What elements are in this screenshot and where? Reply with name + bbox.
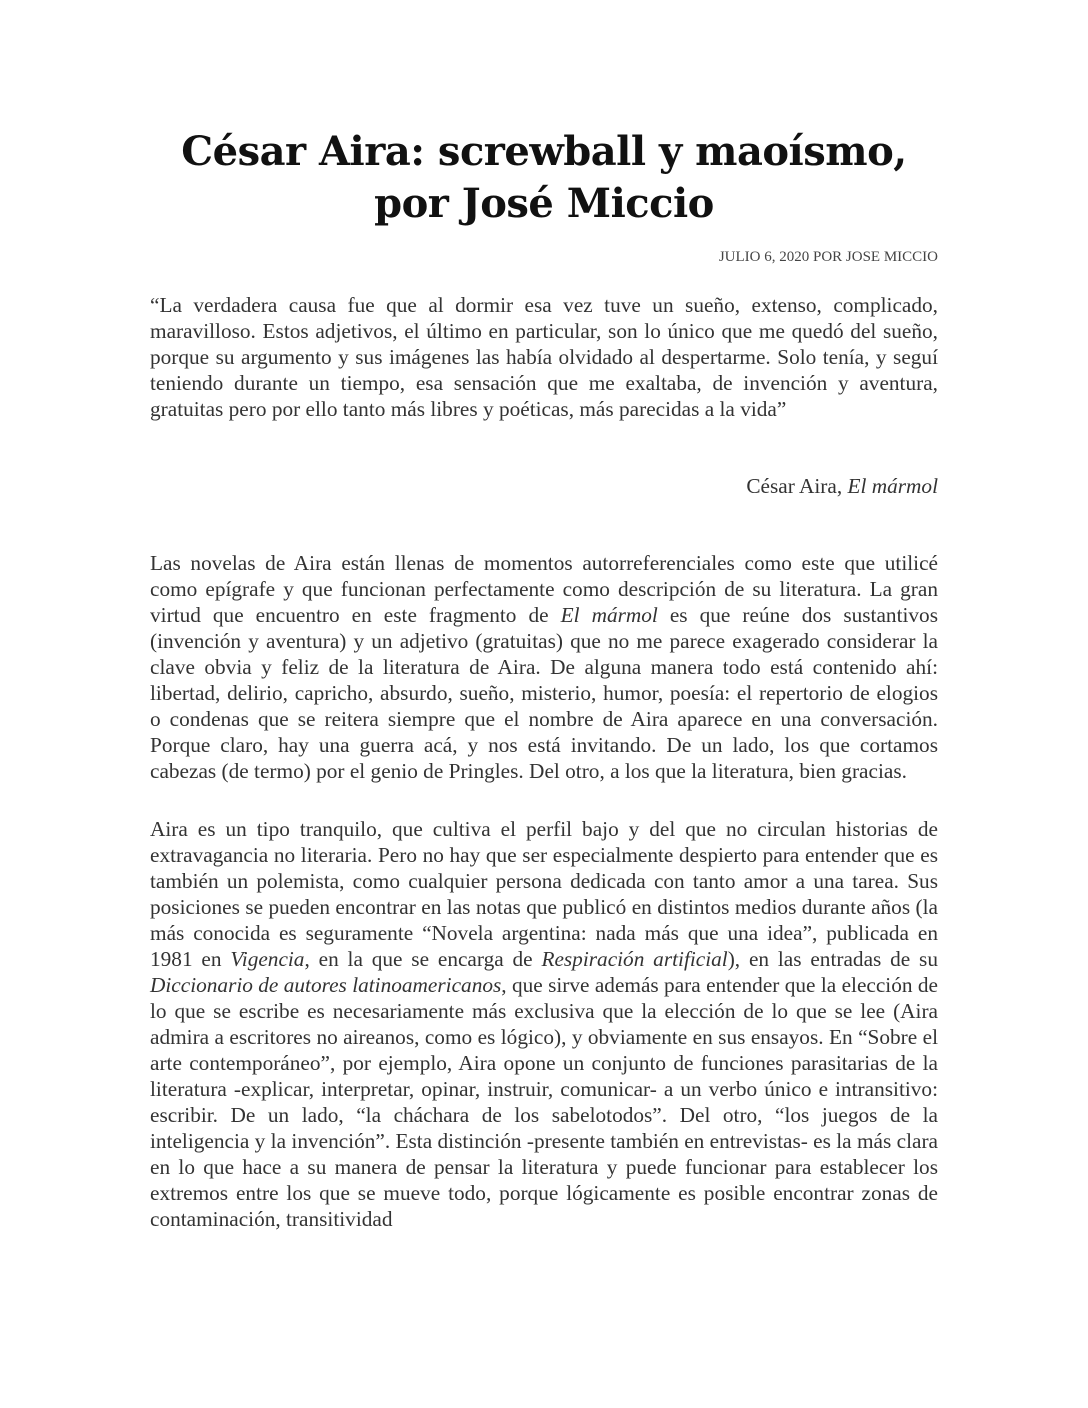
p2-italic-3: Diccionario de autores latinoamericanos — [150, 973, 502, 997]
p2-italic-1: Vigencia — [230, 947, 305, 971]
p1-text-1: Las novelas de Aira están llenas de momentos autorreferenciales como este que utilicé como epígrafe y que funcionan perfectamente como descripción de su literatura. La gran virtud que encuentro en este fragmento de — [150, 551, 938, 627]
p2-italic-2: Respiración artificial — [541, 947, 728, 971]
epigraph-attribution — [150, 473, 938, 499]
body-paragraph-1 — [150, 550, 938, 784]
article-byline: JULIO 6, 2020 POR JOSE MICCIO — [718, 249, 938, 265]
title-line-1: César Aira: screwball y maoísmo, — [181, 128, 907, 175]
p2-text-3: ), en las entradas de su — [727, 947, 938, 971]
article-title — [150, 126, 938, 230]
epigraph-quote: “La verdadera causa fue que al dormir esa vez tuve un sueño, extenso, complicado, maravilloso. Estos adjetivos, el último en particular, son lo único que me quedó del sueño, porque su argumento y sus imágenes las había olvidado al despertarme. Solo tenía, y seguí teniendo durante un tiempo, esa sensación que me exaltaba, de invención y aventura, gratuitas pero por ello tanto más libres y poéticas, más parecidas a la vida” — [150, 293, 938, 421]
p2-text-4: , que sirve además para entender que la elección de lo que se escribe es necesariamente más exclusiva que la elección de lo que se lee (Aira admira a escritores no aireanos, como es lógico), y obviamente en sus ensayos. En “Sobre el arte contemporáneo”, por ejemplo, Aira opone un conjunto de funciones parasitarias de la literatura -explicar, interpretar, opinar, instruir, comunicar- a un verbo único e intransitivo: escribir. De un lado, “la cháchara de los sabelotodos”. Del otro, “los juegos de la inteligencia y la invención”. Esta distinción -presente también en entrevistas- es la más clara en lo que hace a su manera de pensar la literatura y puede funcionar para establecer los extremos entre los que se mueve todo, porque lógicamente es posible encontrar zonas de contaminación, transitividad — [150, 973, 938, 1231]
p1-text-2: es que reúne dos sustantivos (invención y aventura) y un adjetivo (gratuitas) que no me parece exagerado considerar la clave obvia y feliz de la literatura de Aira. De alguna manera todo está contenido ahí: libertad, delirio, capricho, absurdo, sueño, misterio, humor, poesía: el repertorio de elogios o condenas que se reitera siempre que el nombre de Aira aparece en una conversación. Porque claro, hay una guerra acá, y nos está invitando. De un lado, los que cortamos cabezas (de termo) por el genio de Pringles. Del otro, a los que la literatura, bien gracias. — [150, 603, 938, 783]
title-line-2: por José Miccio — [374, 180, 714, 227]
p1-italic-1: El mármol — [560, 603, 658, 627]
p2-text-2: , en la que se encarga de — [304, 947, 542, 971]
p2-text-1: Aira es un tipo tranquilo, que cultiva el perfil bajo y del que no circulan historias de extravagancia no literaria. Pero no hay que ser especialmente despierto para entender que es también un polemista, como cualquier persona dedicada con tanto amor a una tarea. Sus posiciones se pueden encontrar en las notas que publicó en distintos medios durante años (la más conocida es seguramente “Novela argentina: nada más que una idea”, publicada en 1981 en — [150, 817, 938, 971]
attribution-work: El mármol — [847, 474, 938, 498]
body-paragraph-2 — [150, 816, 938, 1232]
attribution-author: César Aira, — [746, 474, 848, 498]
